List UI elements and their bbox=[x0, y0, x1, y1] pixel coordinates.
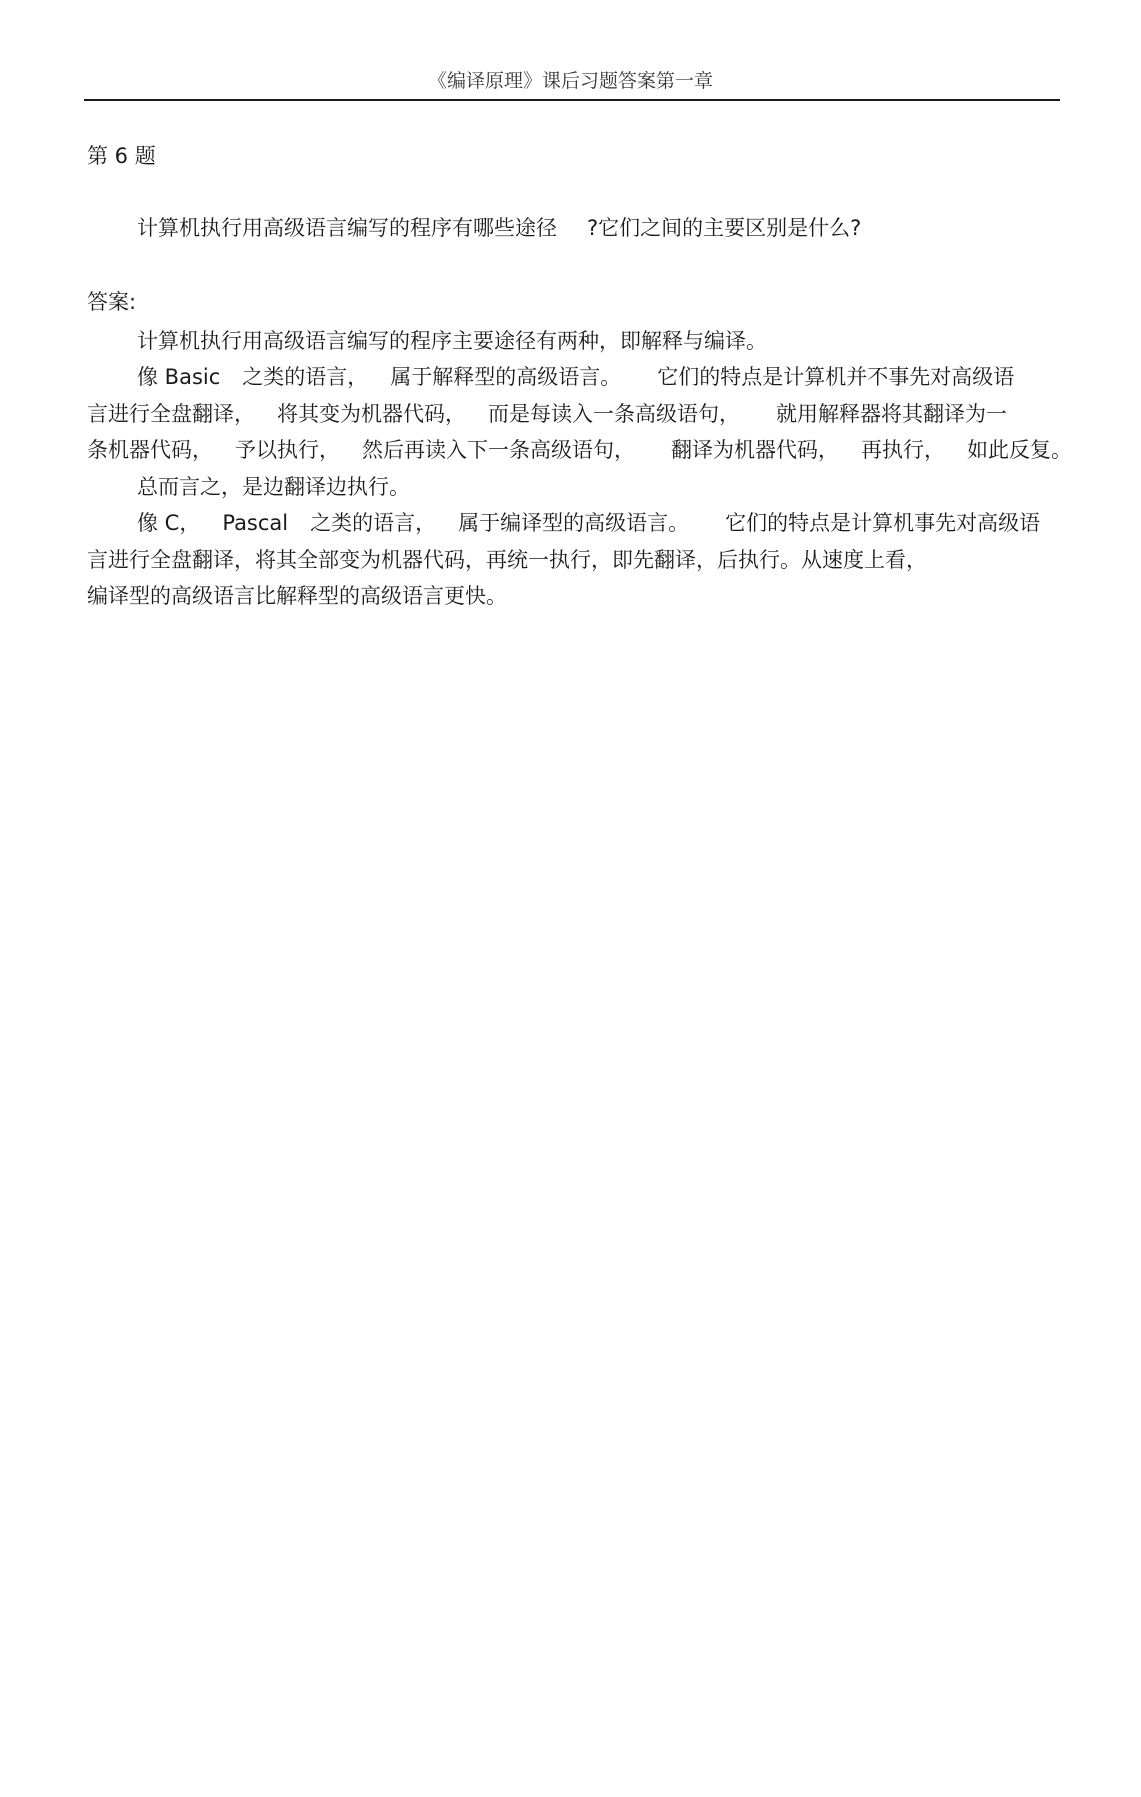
answer-p2-l1a: 像 Basic bbox=[137, 365, 221, 389]
answer-p2-l2a: 言进行全盘翻译， bbox=[87, 401, 255, 426]
answer-p1-line: 计算机执行用高级语言编写的程序主要途径有两种，即解释与编译。 bbox=[137, 329, 767, 353]
answer-p3-l1e: 它们的特点是计算机事先对高级语 bbox=[725, 511, 1041, 535]
answer-p3-l1a: 像 C， bbox=[137, 511, 201, 535]
question-number: 第 6 题 bbox=[87, 144, 156, 168]
answer-p3-line-3: 编译型的高级语言比解释型的高级语言更快。 bbox=[87, 584, 507, 609]
answer-p2-l3d: 翻译为机器代码， bbox=[671, 438, 839, 463]
page-header-title: 《编译原理》课后习题答案第一章 bbox=[427, 70, 713, 92]
answer-p2-line-4: 总而言之，是边翻译边执行。 bbox=[137, 474, 410, 499]
answer-p2-line-1 bbox=[87, 359, 1057, 396]
answer-p2-line-3 bbox=[87, 432, 1072, 469]
answer-p3-line-2: 言进行全盘翻译，将其全部变为机器代码，再统一执行，即先翻译，后执行。从速度上看， bbox=[87, 547, 927, 572]
answer-p2-l2c: 而是每读入一条高级语句， bbox=[488, 401, 740, 426]
answer-label: 答案: bbox=[87, 290, 137, 314]
answer-p2-l2b: 将其变为机器代码， bbox=[277, 401, 466, 426]
question-text-part1: 计算机执行用高级语言编写的程序有哪些途径 bbox=[137, 216, 557, 240]
answer-p2-l3b: 予以执行， bbox=[235, 438, 340, 463]
answer-paragraph-1 bbox=[87, 323, 1057, 360]
answer-paragraph-2 bbox=[87, 359, 1072, 505]
answer-p2-l3f: 如此反复。 bbox=[967, 438, 1072, 463]
answer-p3-line-1 bbox=[87, 505, 1057, 542]
answer-p3-l1d: 属于编译型的高级语言。 bbox=[458, 511, 690, 535]
question-text bbox=[137, 214, 861, 242]
answer-paragraph-3 bbox=[87, 505, 1057, 615]
answer-p2-l1c: 属于解释型的高级语言。 bbox=[390, 365, 622, 389]
answer-p2-l2d: 就用解释器将其翻译为一 bbox=[776, 401, 1007, 426]
answer-p3-l1b: Pascal bbox=[222, 511, 289, 535]
answer-p2-l1d: 它们的特点是计算机并不事先对高级语 bbox=[657, 365, 1015, 389]
header-divider bbox=[84, 99, 1060, 101]
question-text-part2: ?它们之间的主要区别是什么? bbox=[587, 216, 862, 240]
answer-p2-line-2 bbox=[87, 396, 1057, 433]
answer-p2-l3e: 再执行， bbox=[861, 438, 945, 463]
answer-p2-l3a: 条机器代码， bbox=[87, 438, 213, 463]
answer-p3-l1c: 之类的语言， bbox=[310, 511, 437, 535]
answer-p2-l3c: 然后再读入下一条高级语句， bbox=[362, 438, 635, 463]
answer-p2-l1b: 之类的语言， bbox=[242, 365, 369, 389]
